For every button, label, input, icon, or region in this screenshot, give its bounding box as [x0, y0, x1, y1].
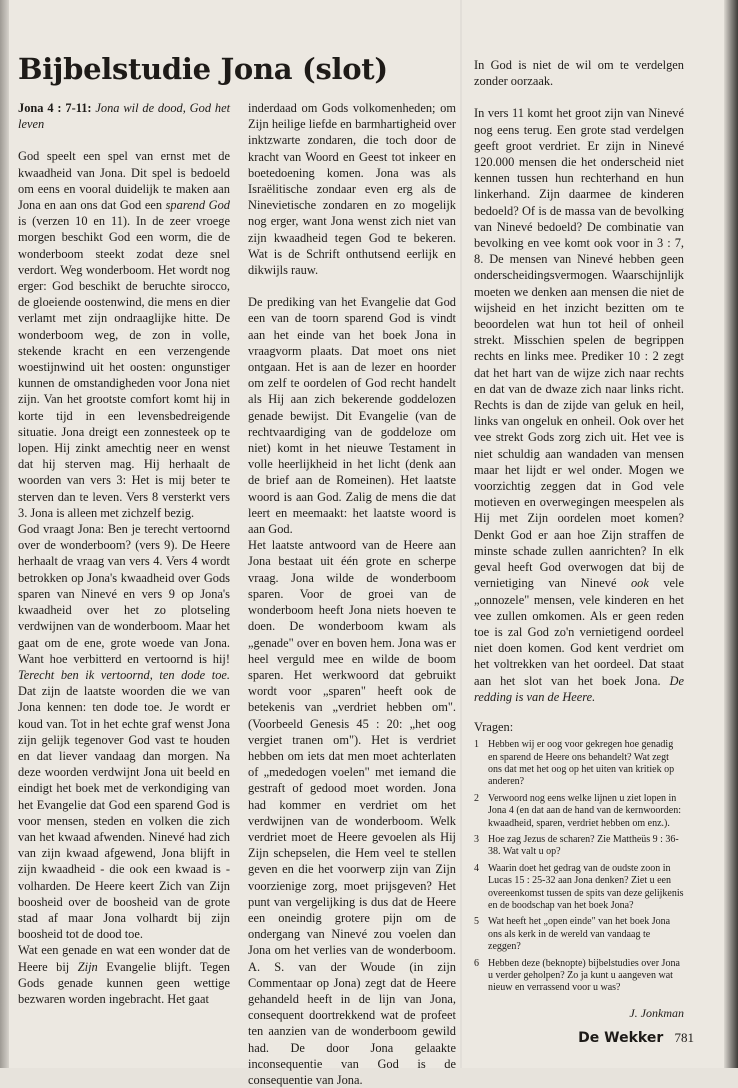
- emphasis-text: ook: [630, 576, 649, 591]
- paragraph: [18, 521, 230, 942]
- question-text: Wat heeft het „open einde" van het boek Jona ons als kerk in de wereld van vandaag te zeggen?: [488, 916, 671, 953]
- emphasis-text: Terecht ben ik vertoornd, ten dode toe.: [18, 667, 230, 682]
- emphasis-text: De redding is van de Heere.: [474, 673, 684, 704]
- question-text: Hebben wij er oog voor gekregen hoe genadig en sparend de Heere ons behandelt? Wat zegt ons dat met het oog op het uiten van kritiek op anderen?: [488, 739, 675, 788]
- question-item: [474, 958, 684, 995]
- paragraph: De prediking van het Evangelie dat God een van de toorn sparend God is vindt aan het einde van het boek Jona in vraagvorm plaats. Dat moet ons niet ontgaan. Het is aan de lezer en hoorder om zelf te oordelen of God recht handelt als Hij aan zich bekerende goddelozen genade bewijst. Dit Evangelie (van de rechtvaardiging van de goddeloze om niet) komt in het nieuwe Testament in volle heerlijkheid in het licht (denk aan de brief aan de Romeinen). Het laatste woord is aan God. Zalig de mens die dat leert en meemaakt: het laatste woord is aan God.: [248, 295, 456, 537]
- question-text: Hoe zag Jezus de scharen? Zie Mattheüs 9 : 36-38. Wat valt u op?: [488, 833, 679, 858]
- section-subheading: [18, 100, 230, 132]
- text-run: is (verzen 10 en 11). In de zeer vroege morgen beschikt God een worm, die de wonderboom steekt zodat deze snel verdort. Weg wonderboom. Het wordt nog erger: God beschikt de beruchte sirocco, de gloeiende oostenwind, die mens en dier verlamt met zijn ondraaglijke hitte. De wonderboom weg, de zon in volle, stekende kracht en een verzengende woestijnwind uit het oosten: ongunstiger kunnen de omstandigheden voor Jona niet zijn. Van het grootste comfort komt hij in korte tijd in een levensbedreigende situatie. Jona dreigt een zonnesteek op te lopen. Hij zinkt amechtig neer en wenst dat hij sterven mag. Hij herhaalt de woorden van vers 3: Het is mij beter te sterven dan te leven. Vers 8 versterkt vers 3. Jona is alleen met zichzelf bezig.: [18, 214, 230, 520]
- subheading-text: Jona wil de dood, God het leven: [18, 101, 231, 132]
- paragraph: In God is niet de wil om te verdelgen zonder oorzaak.: [474, 58, 684, 89]
- page-fold: [460, 0, 462, 1068]
- text-run: In vers 11 komt het groot zijn van Ninevé nog eens terug. Een grote stad verdelgen geeft groot verdriet. Er zijn in Ninevé 120.000 mensen die het onderscheid niet kennen tussen hun rechterhand en hun linkerhand. Zijn daarmee de kinderen bedoeld? Of is de massa van de bevolking van Ninevé bedoeld? De combinatie van bevolking en vee komt ook voor in 3 : 7, 8. De mensen van Ninevé hebben geen onderscheidingsvermogen. Waarschijnlijk moeten we denken aan mensen die niet de wijsheid en het inzicht bezitten om te beoordelen wat hun tot heil of onheil strekt. Misschien spelen de begrippen rechts en links mee. Prediker 10 : 2 zegt dat het hart van de wijze zich naar rechts en dat van de dwaze zich naar links richt. Rechts is dan de zijde van geluk en heil, links van ongeluk en onheil. Ook over het vee strekt Gods zorg zich uit. Het vee is niet schuldig aan wandaden van mensen maar het lijdt er wel onder. Mogen we voorzichtig zeggen dat in God vele motieven en overwegingen meespelen als Hij met Zijn oordelen moet komen? Denkt God er aan hoe Zijn straffen de minste schade zullen aanrichten? In elk geval heeft God overwogen dat bij de vernietiging van Ninevé: [474, 106, 684, 591]
- question-number: 2: [474, 792, 479, 804]
- question-number: 4: [474, 862, 479, 874]
- paragraph: [18, 942, 230, 1007]
- article-title: Bijbelstudie Jona (slot): [18, 52, 388, 86]
- emphasis-text: sparend God: [165, 198, 231, 213]
- question-text: Hebben deze (beknopte) bijbelstudies over Jona u verder geholpen? Zo ja kunt u aangeven wat nieuw en verrassend voor u was?: [488, 957, 680, 994]
- question-item: [474, 793, 684, 830]
- page-number: 781: [674, 1030, 694, 1045]
- question-text: Verwoord nog eens welke lijnen u ziet lopen in Jona 4 (en dat aan de hand van de kernwoorden: kwaadheid, sparen, verdriet hebben om enz.).: [488, 792, 681, 829]
- page-edge-left: [0, 0, 9, 1068]
- magazine-name: De Wekker: [578, 1030, 664, 1046]
- paragraph: [18, 148, 230, 521]
- subheading-reference: Jona 4 : 7-11:: [18, 101, 92, 115]
- paragraph: inderdaad om Gods volkomenheden; om Zijn heilige liefde en barmhartigheid over inktzwarte zondaren, die toch door de kracht van Woord en Geest tot inkeer en boetedoening komen. Jona was als Israëlitische zondaar even erg als de Ninevietische zondaren en zo mogelijk nog erger, want Jona wenst zich niet van zijn kwaadheid tegen God te bekeren. Wat is de Schrift onthutsend eerlijk en dikwijls rauw.: [248, 101, 456, 278]
- author-signature: J. Jonkman: [629, 1005, 684, 1020]
- text-run: Wat een genade en wat een wonder dat de Heere bij: [18, 943, 230, 974]
- questions-list: [474, 739, 684, 995]
- question-item: [474, 739, 684, 789]
- question-number: 3: [474, 833, 479, 845]
- paragraph: Het laatste antwoord van de Heere aan Jona bestaat uit één grote en scherpe vraag. Jona wilde de wonderboom sparen. Voor de groei van de wonderboom heeft Jona niets hoeven te doen. De wonderboom kwam als „genade" over en boven hem. Jona was er heel verguld mee en wilde de boom sparen. Het werkwoord dat gebruikt wordt voor „sparen" heeft ook de betekenis van „verdriet hebben om". (Voorbeeld Genesis 45 : 20: „het oog vergiet tranen om"). Het is verdriet hebben om iets dat men moet achterlaten of „mededogen voelen" met iemand die gestraft of gedood moet worden. Jona had kommer en verdriet om het verdwijnen van de wonderboom. Welk verdriet moet de Heere gevoelen als Hij Zijn schepselen, die Hem veel te stellen geven en die het voorwerp zijn van Zijn voorzienige zorg, moet prijsgeven? Het punt van vergelijking is dus dat de Heere een oneindig grotere pijn om de ondergang van Ninevé zou voelen dan Jona om het verlies van de wonderboom. A. S. van der Woude (in zijn Commentaar op Jona) zegt dat de Heere gehandeld heeft in de lijn van Jona, consequent doortrekkend wat de profeet ten aanzien van de wonderboom gewild had. De door Jona gelaakte inconsequentie van God is de consequentie van Jona.: [248, 538, 456, 1087]
- column-1: [18, 100, 230, 1007]
- question-item: [474, 863, 684, 913]
- text-run: God vraagt Jona: Ben je terecht vertoornd over de wonderboom? (vers 9). De Heere herhaalt de vraag van vers 4. Vers 4 wordt betrokken op Jona's kwaadheid over Gods sparen van Ninevé en vers 9 op Jona's kwaadheid over het zo plotseling verdwijnen van de wonderboom. Maar het gaat om de ene, grote woede van Jona. Want hoe verbitterd en vertoornd is hij!: [18, 522, 230, 666]
- emphasis-text: Zijn: [77, 959, 98, 974]
- question-item: [474, 916, 684, 953]
- question-item: [474, 834, 684, 859]
- text-run: God speelt een spel van ernst met de kwaadheid van Jona. Dit spel is bedoeld om eens en vooral duidelijk te maken aan Jona en aan ons dat God een: [18, 149, 230, 213]
- column-2: [248, 100, 456, 1088]
- page-edge-right: [724, 0, 738, 1068]
- question-text: Waarin doet het gedrag van de oudste zoon in Lucas 15 : 25-32 aan Jona denken? Ziet u een overeenkomst tussen de spits van deze gelijkenis en de boodschap van het boek Jona?: [488, 862, 684, 911]
- question-number: 1: [474, 739, 479, 751]
- question-number: 5: [474, 916, 479, 928]
- column-3: [474, 57, 684, 1021]
- question-number: 6: [474, 957, 479, 969]
- text-run: Dat zijn de laatste woorden die we van Jona kennen: ten dode toe. Je wordt er koud van. Tot in het echte graf wenst Jona zijn gelijk tegenover God vast te houden en dat liever vandaag dan morgen. Na deze woorden verdwijnt Jona uit beeld en eindigt het boek met de verkondiging van het Evangelie dat God een sparend God is voor mensen, steden en volken die zich van het kwaad afwenden. Ninevé had zich van zijn kwaad afgewend, Jona blijft in zijn kwaadheid - die ook een kwaad is - volharden. De Heere keert Zich van Zijn boosheid over de boosheid van de grote stad af maar Jona volhardt bij zijn boosheid tot de dood toe.: [18, 684, 230, 942]
- questions-heading: Vragen:: [474, 719, 514, 734]
- text-run: Evangelie blijft. Tegen Gods genade kunnen geen wettige bezwaren worden ingebracht. Het gaat: [18, 959, 230, 1006]
- text-run: vele „onnozele" mensen, vele kinderen en het vee zullen omkomen. Als er geen reden toe is zal God zo'n vernietigend oordeel niet doen komen. God kent verdriet om het voltrekken van het oordeel. Dat staat aan het slot van het boek Jona.: [474, 576, 684, 688]
- paragraph: [474, 105, 684, 705]
- page-footer: [578, 1030, 694, 1046]
